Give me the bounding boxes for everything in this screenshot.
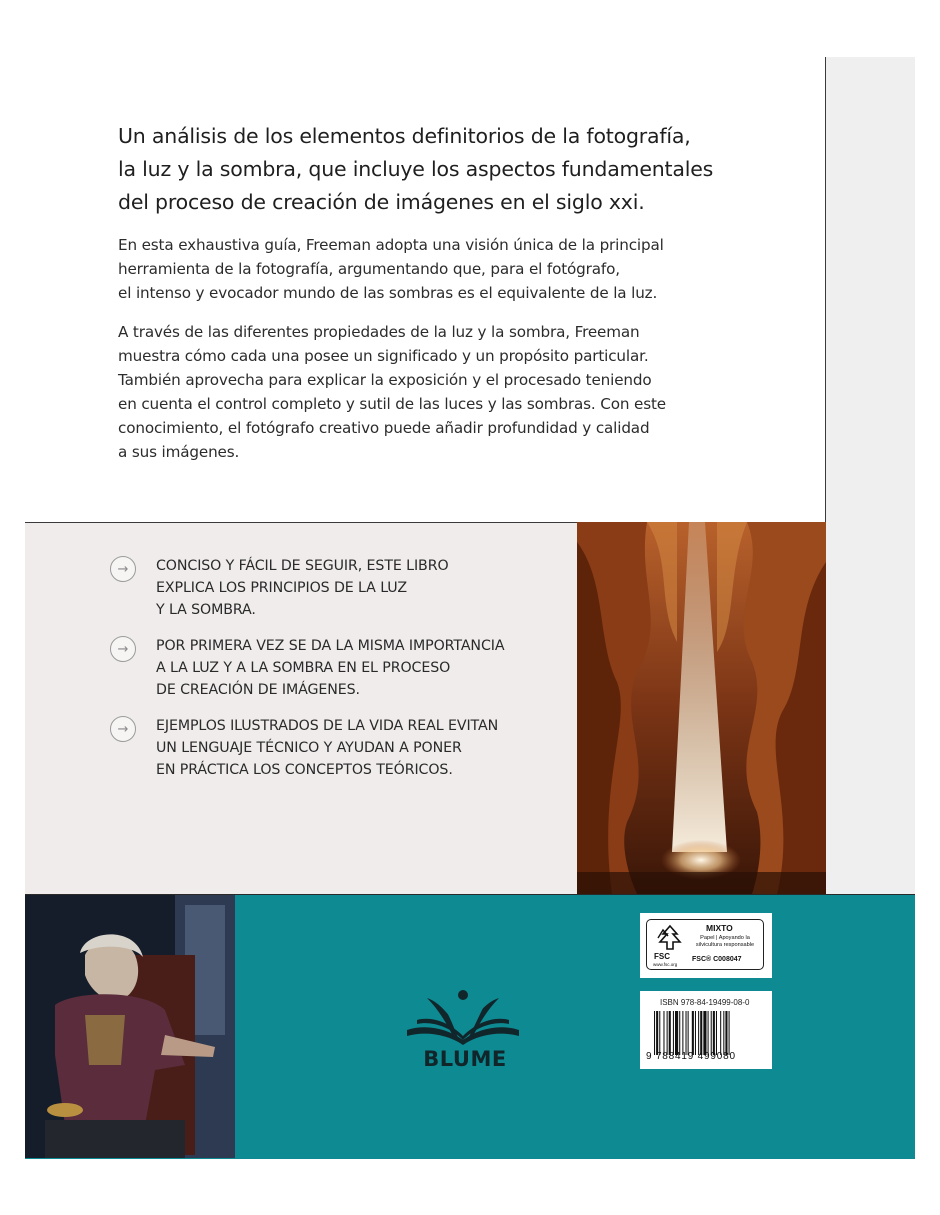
fsc-description-line: Papel | Apoyando la	[700, 935, 750, 941]
feature-item	[110, 715, 570, 781]
paragraph-line: muestra cómo cada una posee un significado y un propósito particular.	[118, 347, 649, 365]
feature-line: Y LA SOMBRA.	[156, 602, 256, 618]
feature-line: EXPLICA LOS PRINCIPIOS DE LA LUZ	[156, 580, 407, 596]
feature-text	[156, 555, 570, 621]
barcode-bar	[703, 1011, 706, 1055]
publisher-logo	[405, 990, 525, 1080]
arrow-right-circle-icon: →	[110, 556, 136, 582]
woman-portrait-photo	[25, 895, 235, 1158]
feature-line: EJEMPLOS ILUSTRADOS DE LA VIDA REAL EVITAN	[156, 718, 499, 734]
feature-item	[110, 555, 570, 621]
barcode-bar	[673, 1011, 674, 1055]
feature-text	[156, 635, 570, 701]
isbn-digits: 9 788419 499080	[646, 1051, 736, 1062]
barcode-bar	[667, 1011, 668, 1055]
barcode-bar	[675, 1011, 678, 1055]
isbn-barcode-label	[640, 991, 772, 1069]
barcode-bar	[708, 1011, 709, 1055]
barcode-bar	[663, 1011, 664, 1055]
fsc-description	[690, 935, 760, 949]
barcode-bar	[679, 1011, 680, 1055]
barcode-bar	[682, 1011, 683, 1055]
barcode-icon	[654, 1011, 762, 1055]
fsc-website: www.fsc.org	[653, 962, 678, 967]
feature-line: CONCISO Y FÁCIL DE SEGUIR, ESTE LIBRO	[156, 558, 449, 574]
headline-line: la luz y la sombra, que incluye los aspectos fundamentales	[118, 157, 714, 181]
feature-item	[110, 635, 570, 701]
paragraph-line: a sus imágenes.	[118, 443, 240, 461]
barcode-bar	[729, 1011, 730, 1055]
feature-list	[110, 555, 570, 795]
description-paragraph-1	[118, 233, 818, 305]
barcode-bar	[686, 1011, 687, 1055]
intro-section	[118, 120, 818, 479]
barcode-bar	[695, 1011, 696, 1055]
barcode-bar	[659, 1011, 660, 1055]
paragraph-line: el intenso y evocador mundo de las sombras es el equivalente de la luz.	[118, 284, 658, 302]
fsc-tree-icon	[655, 924, 685, 952]
open-book-icon	[405, 990, 525, 1050]
fsc-description-line: silvicultura responsable	[695, 942, 755, 948]
barcode-bar	[723, 1011, 724, 1055]
barcode-bar	[711, 1011, 712, 1055]
barcode-bar	[669, 1011, 671, 1055]
fsc-mixto-label: MIXTO	[706, 923, 733, 933]
paragraph-line: conocimiento, el fotógrafo creativo puede añadir profundidad y calidad	[118, 419, 650, 437]
paragraph-line: En esta exhaustiva guía, Freeman adopta una visión única de la principal	[118, 236, 664, 254]
feature-line: DE CREACIÓN DE IMÁGENES.	[156, 682, 360, 698]
feature-line: EN PRÁCTICA LOS CONCEPTOS TEÓRICOS.	[156, 762, 453, 778]
feature-line: POR PRIMERA VEZ SE DA LA MISMA IMPORTANCIA	[156, 638, 505, 654]
paragraph-line: en cuenta el control completo y sutil de las luces y las sombras. Con este	[118, 395, 666, 413]
barcode-bar	[692, 1011, 694, 1055]
paragraph-line: A través de las diferentes propiedades de la luz y la sombra, Freeman	[118, 323, 640, 341]
canyon-photo	[577, 522, 826, 894]
headline-line: del proceso de creación de imágenes en el siglo xxi.	[118, 190, 645, 214]
barcode-bar	[716, 1011, 717, 1055]
headline	[118, 120, 818, 219]
barcode-bar	[720, 1011, 721, 1055]
arrow-right-circle-icon: →	[110, 636, 136, 662]
barcode-bar	[698, 1011, 699, 1055]
fsc-code: FSC® C008047	[692, 956, 742, 963]
feature-text	[156, 715, 570, 781]
barcode-bar	[725, 1011, 727, 1055]
description-paragraph-2	[118, 320, 818, 464]
fsc-certification-label	[640, 913, 772, 978]
barcode-bar	[654, 1011, 655, 1055]
feature-line: A LA LUZ Y A LA SOMBRA EN EL PROCESO	[156, 660, 451, 676]
headline-line: Un análisis de los elementos definitorios de la fotografía,	[118, 124, 691, 148]
publisher-name: BLUME	[423, 1047, 507, 1071]
arrow-right-circle-icon: →	[110, 716, 136, 742]
paragraph-line: herramienta de la fotografía, argumentando que, para el fotógrafo,	[118, 260, 620, 278]
barcode-bar	[713, 1011, 715, 1055]
feature-line: UN LENGUAJE TÉCNICO Y AYUDAN A PONER	[156, 740, 462, 756]
barcode-bar	[700, 1011, 702, 1055]
spine-strip	[826, 57, 915, 895]
fsc-label: FSC	[654, 952, 670, 961]
barcode-bar	[656, 1011, 658, 1055]
paragraph-line: También aprovecha para explicar la exposición y el procesado teniendo	[118, 371, 652, 389]
isbn-text: ISBN 978-84-19499-08-0	[660, 998, 750, 1007]
barcode-bar	[688, 1011, 689, 1055]
